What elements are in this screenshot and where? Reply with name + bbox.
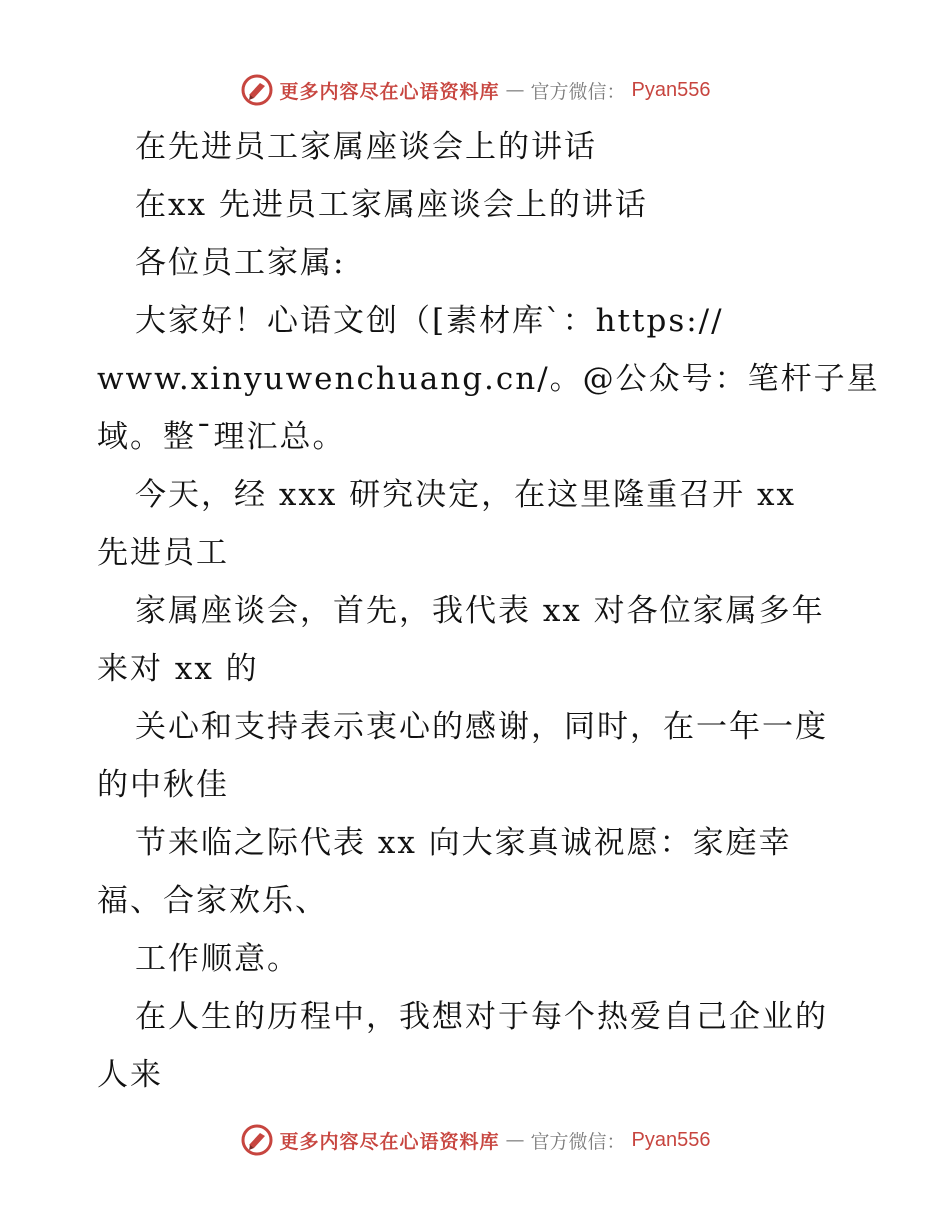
text-line: 人来 bbox=[97, 1057, 163, 1093]
header-banner bbox=[0, 70, 950, 110]
banner-separator: — bbox=[505, 79, 525, 101]
text-line: 在先进员工家属座谈会上的讲话 bbox=[135, 129, 597, 165]
banner-wechat-id: Pyan556 bbox=[631, 1128, 711, 1151]
logo-badge-icon bbox=[240, 73, 274, 107]
text-line: 家属座谈会，首先，我代表 xx 对各位家属多年 bbox=[135, 593, 825, 629]
footer-banner bbox=[0, 1120, 950, 1160]
text-line: 先进员工 bbox=[97, 535, 229, 571]
text-line: 域。整¯理汇总。 bbox=[97, 419, 346, 455]
document-body bbox=[97, 118, 880, 1104]
banner-wechat-label: 官方微信： bbox=[530, 80, 626, 103]
text-line: 工作顺意。 bbox=[135, 941, 300, 977]
text-line: 节来临之际代表 xx 向大家真诚祝愿：家庭幸 bbox=[135, 825, 792, 861]
text-line: 各位员工家属: bbox=[135, 245, 346, 281]
text-line: 的中秋佳 bbox=[97, 767, 229, 803]
banner-wechat-label: 官方微信： bbox=[530, 1130, 626, 1153]
text-line: 福、合家欢乐、 bbox=[97, 883, 328, 919]
text-line: 在xx 先进员工家属座谈会上的讲话 bbox=[135, 187, 648, 223]
text-line: 在人生的历程中，我想对于每个热爱自己企业的 bbox=[135, 999, 828, 1035]
text-line: 今天，经 xxx 研究决定，在这里隆重召开 xx bbox=[135, 477, 796, 513]
text-line: 关心和支持表示衷心的感谢，同时，在一年一度 bbox=[135, 709, 828, 745]
logo-badge-icon bbox=[240, 1123, 274, 1157]
banner-text: 更多内容尽在心语资料库 bbox=[279, 1130, 500, 1153]
banner-separator: — bbox=[505, 1129, 525, 1151]
text-line: www.xinyuwenchuang.cn/。@公众号：笔杆子星 bbox=[97, 361, 880, 397]
text-line: 大家好！心语文创（[素材库`：https:// bbox=[135, 303, 724, 339]
banner-wechat-id: Pyan556 bbox=[631, 78, 711, 101]
text-line: 来对 xx 的 bbox=[97, 651, 259, 687]
banner-text: 更多内容尽在心语资料库 bbox=[279, 80, 500, 103]
